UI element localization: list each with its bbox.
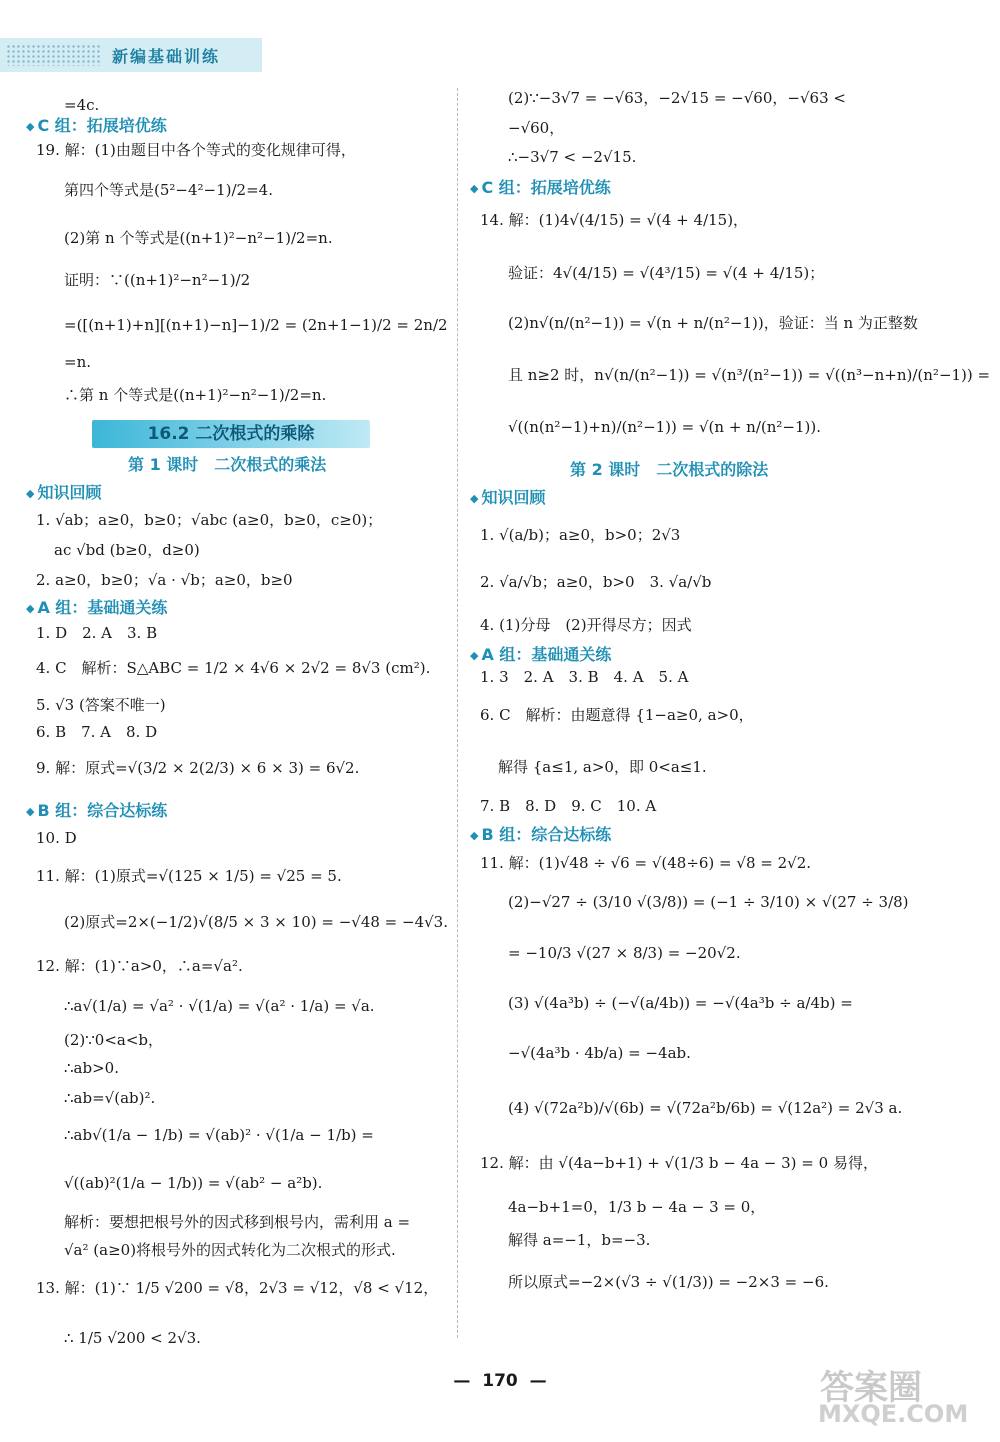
answer-line: 解析：要想把根号外的因式移到根号内，需利用 a = xyxy=(64,1213,411,1231)
header-title: 新编基础训练 xyxy=(112,47,221,66)
answer-line: (2)第 n 个等式是((n+1)²−n²−1)/2=n. xyxy=(64,229,333,247)
section-banner xyxy=(92,420,370,448)
answer-line: 且 n≥2 时，n√(n/(n²−1)) = √(n³/(n²−1)) = √((n³−n+n)/(n²−1)) = xyxy=(508,366,991,384)
answer-line: =4c. xyxy=(64,96,100,114)
answer-line: −√60， xyxy=(508,119,565,137)
section-heading: ◆ A 组：基础通关练 xyxy=(26,595,167,618)
lesson-subtitle-2: 第 2 课时 二次根式的除法 xyxy=(570,460,769,479)
answer-line: (2)∵0<a<b， xyxy=(64,1031,164,1049)
answer-line: (3) √(4a³b) ÷ (−√(a/4b)) = −√(4a³b ÷ a/4b) = xyxy=(508,994,853,1012)
answer-line: ac √bd (b≥0，d≥0) xyxy=(54,541,200,559)
watermark-logo: 答案圈 xyxy=(820,1368,922,1408)
answer-line: 解得 {a≤1, a>0，即 0<a≤1. xyxy=(498,758,707,776)
page-header xyxy=(0,38,262,72)
answer-line: 14. 解：(1)4√(4/15) = √(4 + 4/15)， xyxy=(480,211,749,229)
answer-line: ∴ab√(1/a − 1/b) = √(ab)² · √(1/a − 1/b) = xyxy=(64,1126,374,1144)
answer-line: 13. 解：(1)∵ 1/5 √200 = √8，2√3 = √12，√8 < √12， xyxy=(36,1279,439,1297)
answer-line: 第四个等式是(5²−4²−1)/2=4. xyxy=(64,181,273,199)
answer-line: −√(4a³b · 4b/a) = −4ab. xyxy=(508,1044,691,1062)
answer-line: ∴第 n 个等式是((n+1)²−n²−1)/2=n. xyxy=(64,386,327,404)
lesson-subtitle-1: 第 1 课时 二次根式的乘法 xyxy=(128,455,327,474)
watermark-site: MXQE.COM xyxy=(818,1400,969,1428)
page-number-text: 170 xyxy=(482,1371,518,1391)
answer-line: 1. √ab；a≥0，b≥0；√abc (a≥0，b≥0，c≥0)； xyxy=(36,511,383,529)
section-heading: ◆ B 组：综合达标练 xyxy=(470,822,611,845)
banner-title: 16.2 二次根式的乘除 xyxy=(147,424,315,444)
answer-line: ∴ab=√(ab)². xyxy=(64,1089,156,1107)
answer-line: ∴−3√7 < −2√15. xyxy=(508,148,637,166)
answer-line: 11. 解：(1)原式=√(125 × 1/5) = √25 = 5. xyxy=(36,867,342,885)
section-heading: ◆ C 组：拓展培优练 xyxy=(470,175,611,198)
answer-line: =n. xyxy=(64,353,91,371)
answer-line: 9. 解：原式=√(3/2 × 2(2/3) × 6 × 3) = 6√2. xyxy=(36,759,360,777)
answer-line: 5. √3 (答案不唯一) xyxy=(36,696,166,714)
answer-line: ∴ 1/5 √200 < 2√3. xyxy=(64,1329,201,1347)
answer-line: 解得 a=−1，b=−3. xyxy=(508,1231,651,1249)
answer-line: (2)−√27 ÷ (3/10 √(3/8)) = (−1 ÷ 3/10) × √(27 ÷ 3/8) xyxy=(508,893,909,911)
answer-line: (2)n√(n/(n²−1)) = √(n + n/(n²−1))，验证：当 n 为正整数 xyxy=(508,314,918,332)
section-heading: ◆ 知识回顾 xyxy=(470,485,545,508)
answer-line: (4) √(72a²b)/√(6b) = √(72a²b/6b) = √(12a²) = 2√3 a. xyxy=(508,1099,903,1117)
answer-line: √((n(n²−1)+n)/(n²−1)) = √(n + n/(n²−1)). xyxy=(508,418,821,436)
answer-line: 验证：4√(4/15) = √(4³/15) = √(4 + 4/15)； xyxy=(508,264,825,282)
answer-line: 1. √(a/b)；a≥0，b>0；2√3 xyxy=(480,526,681,544)
answer-line: =([(n+1)+n][(n+1)−n]−1)/2 = (2n+1−1)/2 = 2n/2 xyxy=(64,316,448,334)
answer-line: 19. 解：(1)由题目中各个等式的变化规律可得， xyxy=(36,141,356,159)
answer-line: 4. (1)分母 (2)开得尽方；因式 xyxy=(480,616,692,634)
section-heading: ◆ B 组：综合达标练 xyxy=(26,798,167,821)
section-heading: ◆ C 组：拓展培优练 xyxy=(26,113,167,136)
answer-line: 6. B 7. A 8. D xyxy=(36,723,158,741)
answer-line: 10. D xyxy=(36,829,77,847)
answer-line: √a² (a≥0)将根号外的因式转化为二次根式的形式. xyxy=(64,1241,396,1259)
answer-line: 证明：∵((n+1)²−n²−1)/2 xyxy=(64,271,251,289)
section-heading: ◆ 知识回顾 xyxy=(26,480,101,503)
column-divider xyxy=(457,88,458,1338)
answer-line: 12. 解：由 √(4a−b+1) + √(1/3 b − 4a − 3) = 0 易得， xyxy=(480,1154,878,1172)
header-dot-pattern xyxy=(6,44,102,66)
answer-line: ∴ab>0. xyxy=(64,1059,119,1077)
answer-line: √((ab)²(1/a − 1/b)) = √(ab² − a²b). xyxy=(64,1174,323,1192)
answer-line: 2. √a/√b；a≥0，b>0 3. √a/√b xyxy=(480,573,712,591)
answer-line: 12. 解：(1)∵a>0，∴a=√a². xyxy=(36,957,243,975)
answer-line: 11. 解：(1)√48 ÷ √6 = √(48÷6) = √8 = 2√2. xyxy=(480,854,812,872)
answer-line: 4a−b+1=0，1/3 b − 4a − 3 = 0， xyxy=(508,1198,766,1216)
answer-line: = −10/3 √(27 × 8/3) = −20√2. xyxy=(508,944,741,962)
answer-line: 1. D 2. A 3. B xyxy=(36,624,158,642)
answer-line: 1. 3 2. A 3. B 4. A 5. A xyxy=(480,668,689,686)
answer-line: 7. B 8. D 9. C 10. A xyxy=(480,797,657,815)
answer-line: (2)原式=2×(−1/2)√(8/5 × 3 × 10) = −√48 = −4√3. xyxy=(64,913,448,931)
answer-line: 所以原式=−2×(√3 ÷ √(1/3)) = −2×3 = −6. xyxy=(508,1273,829,1291)
answer-line: 4. C 解析：S△ABC = 1/2 × 4√6 × 2√2 = 8√3 (cm²). xyxy=(36,659,431,677)
answer-line: ∴a√(1/a) = √a² · √(1/a) = √(a² · 1/a) = √a. xyxy=(64,997,375,1015)
section-heading: ◆ A 组：基础通关练 xyxy=(470,642,611,665)
page-number: — 170 — xyxy=(453,1371,547,1391)
answer-line: 2. a≥0，b≥0；√a · √b；a≥0，b≥0 xyxy=(36,571,293,589)
answer-line: (2)∵−3√7 = −√63，−2√15 = −√60，−√63 < xyxy=(508,89,846,107)
answer-line: 6. C 解析：由题意得 {1−a≥0, a>0， xyxy=(480,706,754,724)
